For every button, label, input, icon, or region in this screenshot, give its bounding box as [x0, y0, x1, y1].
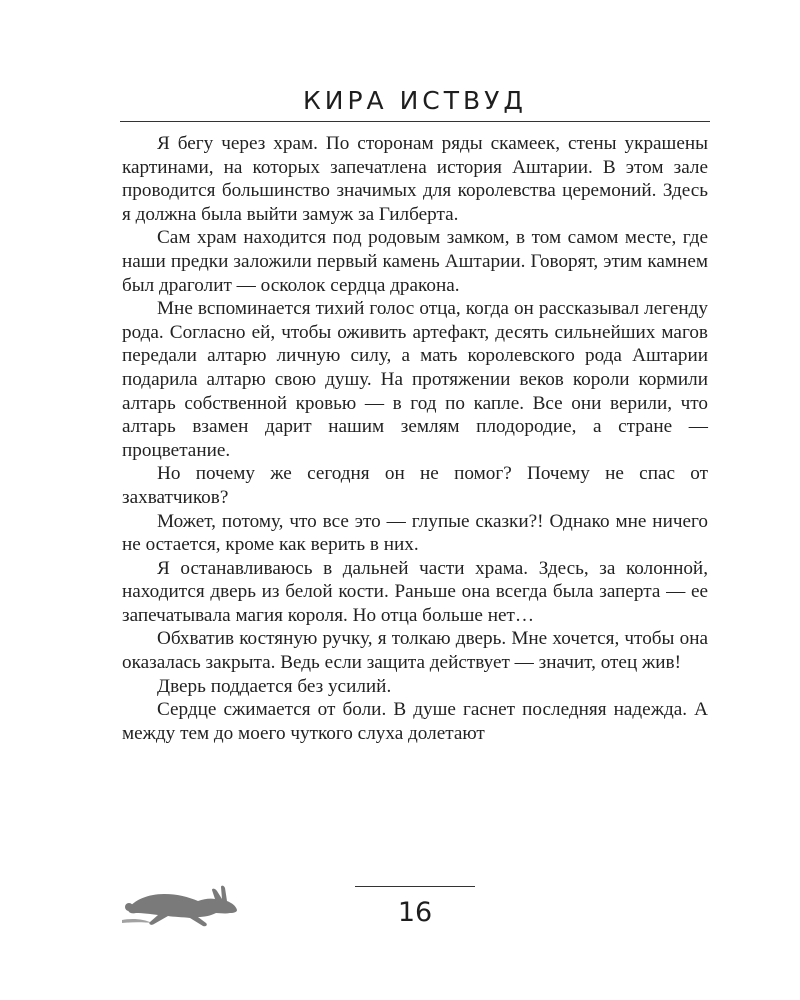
- hare-silhouette: [122, 886, 237, 927]
- header-rule: [120, 121, 710, 122]
- paragraph-6: Я останавливаюсь в дальней части храма. Здесь, за колонной, находится дверь из белой кости. Раньше она всегда была заперта — ее запечатывала магия короля. Но отца больше нет…: [122, 557, 708, 626]
- paragraph-3: Мне вспоминается тихий голос отца, когда он рассказывал легенду рода. Согласно ей, чтобы оживить артефакт, десять сильнейших магов передали алтарю личную силу, а мать королевского рода Аштарии подарила алтарю свою душу. На протяжении веков короли кормили алтарь собственной кровью — в год по капле. Все они верили, что алтарь взамен дарит нашим землям плодородие, а стране — процветание.: [122, 298, 708, 461]
- paragraph-5: Может, потому, что все это — глупые сказки?! Однако мне ничего не остается, кроме как верить в них.: [122, 510, 708, 556]
- paragraph-8: Дверь поддается без усилий.: [157, 675, 392, 697]
- running-header-author: КИРА ИСТВУД: [303, 86, 527, 115]
- paragraph-9: Сердце сжимается от боли. В душе гаснет последняя надежда. А между тем до моего чуткого слуха долетают: [122, 699, 708, 744]
- body-text: [122, 132, 708, 745]
- running-hare-icon: [122, 880, 240, 930]
- paragraph-1: Я бегу через храм. По сторонам ряды скамеек, стены украшены картинами, на которых запечатлена история Аштарии. В этом зале проводится большинство значимых для королевства церемоний. Здесь я должна была выйти замуж за Гилберта.: [122, 133, 708, 225]
- paragraph-7: Обхватив костяную ручку, я толкаю дверь. Мне хочется, чтобы она оказалась закрыта. Ведь если защита действует — значит, отец жив!: [122, 628, 708, 674]
- page-number: 16: [397, 897, 433, 928]
- footer-rule: [355, 886, 475, 887]
- paragraph-2: Сам храм находится под родовым замком, в том самом месте, где наши предки заложили первый камень Аштарии. Говорят, этим камнем был драголит — осколок сердца дракона.: [122, 227, 708, 296]
- paragraph-4: Но почему же сегодня он не помог? Почему не спас от захватчиков?: [122, 463, 708, 508]
